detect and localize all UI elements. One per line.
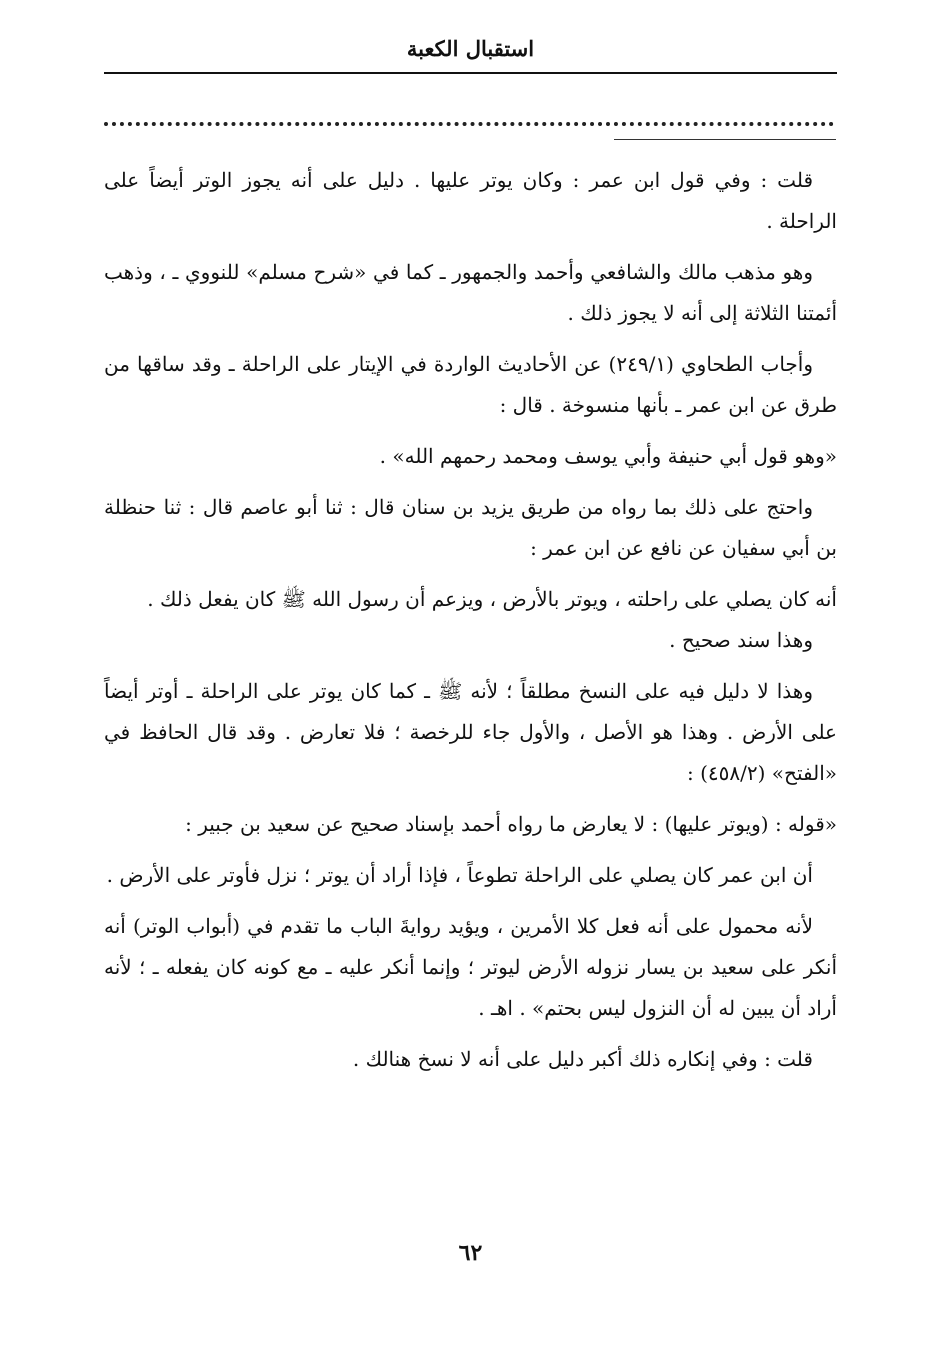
paragraph: وهذا لا دليل فيه على النسخ مطلقاً ؛ لأنه ﷺ ـ كما كان يوتر على الراحلة ـ أوتر أيضاً على الأرض . وهذا هو الأصل ، والأول جاء للرخصة ؛ فلا تعارض . وقد قال الحافظ في «الفتح» (٤٥٨/٢) :: [104, 679, 837, 785]
header-rule: [104, 72, 837, 74]
paragraph: قلت : وفي إنكاره ذلك أكبر دليل على أنه لا نسخ هنالك .: [352, 1047, 813, 1071]
paragraph: واحتج على ذلك بما رواه من طريق يزيد بن سنان قال : ثنا أبو عاصم قال : ثنا حنظلة بن أبي سفيان عن نافع عن ابن عمر :: [104, 495, 837, 560]
main-text: [104, 160, 837, 1090]
hadith-text: أن ابن عمر كان يصلي على الراحلة تطوعاً ، فإذا أراد أن يوتر ؛ نزل فأوتر على الأرض .: [106, 863, 813, 887]
footnote-rule: [614, 139, 836, 140]
paragraph: وهذا سند صحيح .: [669, 628, 813, 652]
hadith-text: أنه كان يصلي على راحلته ، ويوتر بالأرض ، ويزعم أن رسول الله ﷺ كان يفعل ذلك .: [147, 587, 837, 611]
paragraph: وأجاب الطحاوي (٢٤٩/١) عن الأحاديث الواردة في الإيتار على الراحلة ـ وقد ساقها من طرق عن ابن عمر ـ بأنها منسوخة . قال :: [104, 352, 837, 417]
paragraph: وهو مذهب مالك والشافعي وأحمد والجمهور ـ كما في «شرح مسلم» للنووي ـ ، وذهب أئمتنا الثلاثة إلى أنه لا يجوز ذلك .: [104, 260, 837, 325]
dotted-separator: [104, 122, 834, 126]
page-number: ٦٢: [458, 1240, 483, 1266]
quotation: لأنه محمول على أنه فعل كلا الأمرين ، ويؤيد روايةَ الباب ما تقدم في (أبواب الوتر) أنه أنكر على سعيد بن يسار نزوله الأرض ليوتر ؛ وإنما أنكر عليه ـ مع كونه كان يفعله ـ ؛ لأنه أراد أن يبين له أن النزول ليس بحتم» . اهـ .: [104, 914, 837, 1020]
paragraph: قلت : وفي قول ابن عمر : وكان يوتر عليها . دليل على أنه يجوز الوتر أيضاً على الراحلة .: [104, 168, 837, 233]
running-head-title: استقبال الكعبة: [406, 36, 535, 61]
quotation: «قوله : (ويوتر عليها) : لا يعارض ما رواه أحمد بإسناد صحيح عن سعيد بن جبير :: [185, 812, 837, 836]
quotation: «وهو قول أبي حنيفة وأبي يوسف ومحمد رحمهم الله» .: [379, 444, 837, 468]
